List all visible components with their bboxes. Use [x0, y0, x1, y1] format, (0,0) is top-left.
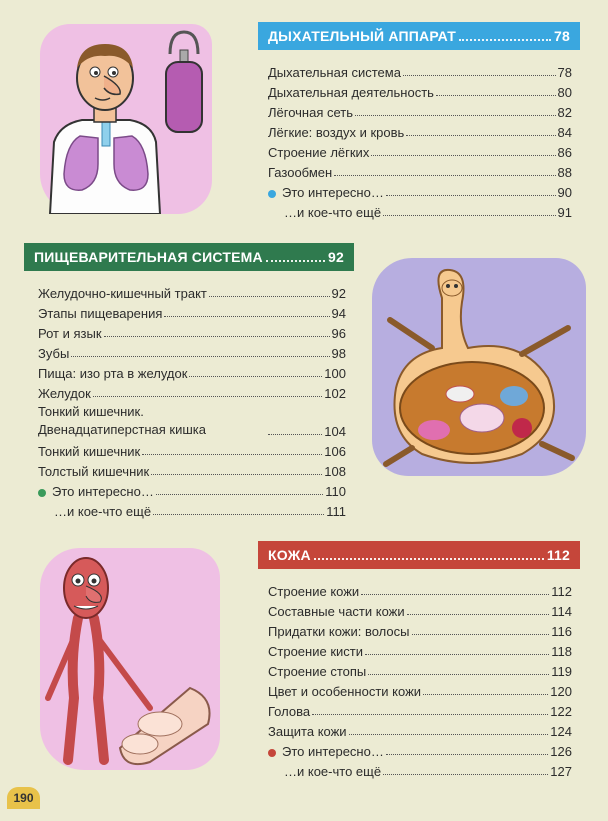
- toc-item[interactable]: Рот и язык 96: [38, 326, 346, 341]
- toc-list-breath: [268, 60, 572, 220]
- toc-item[interactable]: Пища: изо рта в желудок 100: [38, 366, 346, 381]
- toc-item[interactable]: Толстый кишечник 108: [38, 464, 346, 479]
- leader-dots: [459, 39, 551, 41]
- toc-item[interactable]: Лёгочная сеть 82: [268, 105, 572, 120]
- toc-item[interactable]: Составные части кожи 114: [268, 604, 572, 619]
- toc-item[interactable]: Газообмен 88: [268, 165, 572, 180]
- toc-item[interactable]: Строение лёгких 86: [268, 145, 572, 160]
- section-title: КОЖА: [268, 547, 311, 563]
- toc-item[interactable]: Тонкий кишечник 106: [38, 444, 346, 459]
- toc-item[interactable]: Защита кожи 124: [268, 724, 572, 739]
- section-title: ПИЩЕВАРИТЕЛЬНАЯ СИСТЕМА: [34, 249, 263, 265]
- toc-item[interactable]: Цвет и особенности кожи 120: [268, 684, 572, 699]
- toc-item[interactable]: Желудочно-кишечный тракт 92: [38, 286, 346, 301]
- toc-item[interactable]: Это интересно… 126: [268, 739, 572, 759]
- section-header-digest[interactable]: [24, 243, 354, 271]
- toc-item[interactable]: Это интересно… 90: [268, 180, 572, 200]
- bullet-icon: [268, 749, 276, 757]
- toc-item[interactable]: Строение кожи 112: [268, 584, 572, 599]
- illustration-stomach: [372, 258, 586, 476]
- section-page: 78: [554, 28, 570, 44]
- toc-list-skin: [268, 579, 572, 779]
- toc-item[interactable]: Это интересно… 110: [38, 479, 346, 499]
- section-header-skin[interactable]: [258, 541, 580, 569]
- lungs-drawing: [40, 24, 212, 214]
- toc-item[interactable]: Лёгкие: воздух и кровь 84: [268, 125, 572, 140]
- illustration-lungs: [40, 24, 212, 214]
- section-page: 92: [328, 249, 344, 265]
- toc-item[interactable]: Придатки кожи: волосы 116: [268, 624, 572, 639]
- toc-item[interactable]: Строение стопы 119: [268, 664, 572, 679]
- toc-item[interactable]: Желудок 102: [38, 386, 346, 401]
- toc-item[interactable]: Голова 122: [268, 704, 572, 719]
- leader-dots: [266, 260, 325, 262]
- toc-item[interactable]: Дыхательная деятельность 80: [268, 85, 572, 100]
- leader-dots: [314, 558, 544, 560]
- stomach-drawing: [372, 258, 586, 476]
- toc-item[interactable]: Дыхательная система 78: [268, 65, 572, 80]
- bullet-icon: [38, 489, 46, 497]
- illustration-skin: [40, 548, 220, 770]
- page-number: 190: [7, 787, 40, 809]
- bullet-icon: [268, 190, 276, 198]
- toc-item[interactable]: Строение кисти 118: [268, 644, 572, 659]
- toc-item[interactable]: Этапы пищеварения 94: [38, 306, 346, 321]
- toc-item[interactable]: Тонкий кишечник. Двенадцатиперстная кишка 104: [38, 404, 346, 439]
- toc-list-digest: [38, 281, 346, 519]
- toc-item[interactable]: …и кое-что ещё 127: [284, 764, 572, 779]
- toc-item[interactable]: Зубы 98: [38, 346, 346, 361]
- section-title: ДЫХАТЕЛЬНЫЙ АППАРАТ: [268, 28, 457, 44]
- toc-item[interactable]: …и кое-что ещё 91: [284, 205, 572, 220]
- section-header-breath[interactable]: [258, 22, 580, 50]
- section-page: 112: [546, 547, 570, 563]
- skin-drawing: [40, 548, 220, 770]
- toc-item[interactable]: …и кое-что ещё 111: [54, 504, 346, 519]
